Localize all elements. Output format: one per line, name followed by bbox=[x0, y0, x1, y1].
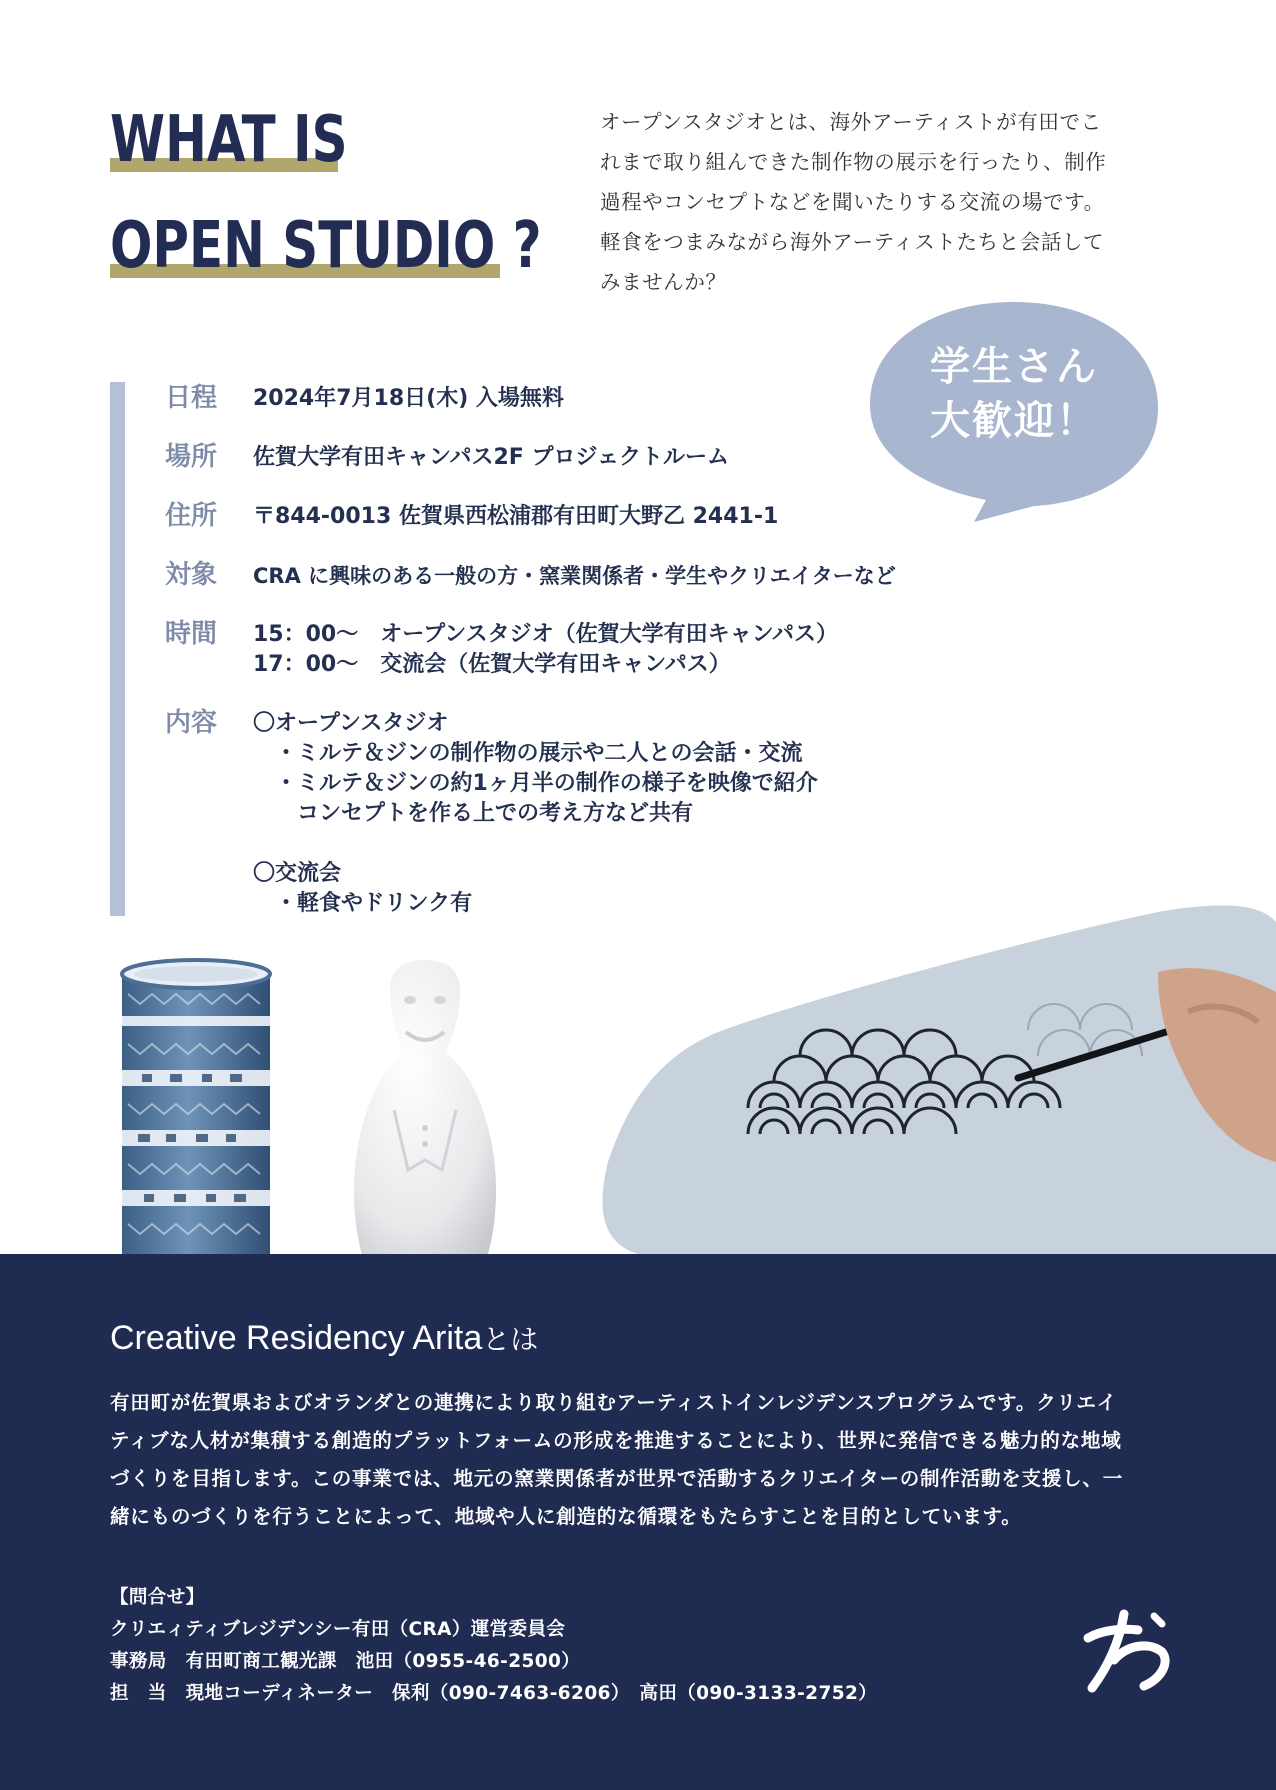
porcelain-cylinder-image bbox=[118, 958, 274, 1254]
white-figurine-image bbox=[350, 960, 500, 1254]
content-line: ・ミルテ＆ジンの制作物の展示や二人との会話・交流 bbox=[253, 741, 803, 766]
cra-title bbox=[110, 1318, 538, 1358]
intro-line: オープンスタジオとは、海外アーティストが有田でこ bbox=[600, 110, 1102, 134]
detail-label: 住所 bbox=[165, 501, 218, 531]
heading-line-2-block bbox=[110, 206, 542, 294]
intro-line: 軽食をつまみながら海外アーティストたちと会話して bbox=[600, 230, 1105, 254]
contact-line: 事務局 有田町商工観光課 池田（0955-46-2500） bbox=[110, 1651, 581, 1672]
cra-description-line: ティブな人材が集積する創造的プラットフォームの形成を推進することにより、世界に発信できる魅力的な地域 bbox=[110, 1429, 1122, 1452]
time-line: 17：00〜 交流会（佐賀大学有田キャンパス） bbox=[253, 652, 731, 677]
cra-description-line: づくりを目指します。この事業では、地元の窯業関係者が世界で活動するクリエイターの制作活動を支援し、一 bbox=[110, 1467, 1124, 1490]
detail-value bbox=[253, 620, 838, 680]
detail-value: 〒844-0013 佐賀県西松浦郡有田町大野乙 2441-1 bbox=[253, 504, 779, 529]
content-line: ・軽食やドリンク有 bbox=[253, 891, 473, 916]
details-side-bar bbox=[110, 382, 125, 916]
cra-description bbox=[110, 1384, 1170, 1536]
content-line: 〇オープンスタジオ bbox=[253, 711, 449, 736]
detail-label: 日程 bbox=[165, 383, 218, 413]
content-line: ・ミルテ＆ジンの約1ヶ月半の制作の様子を映像で紹介 bbox=[253, 771, 818, 796]
cra-description-line: 有田町が佐賀県およびオランダとの連携により取り組むアーティストインレジデンスプログラムです。クリエイ bbox=[110, 1391, 1118, 1414]
detail-label: 内容 bbox=[165, 708, 218, 738]
detail-label: 時間 bbox=[165, 619, 218, 649]
detail-value bbox=[253, 709, 818, 919]
heading-line-1: WHAT IS bbox=[110, 103, 348, 177]
detail-label: 場所 bbox=[165, 442, 218, 472]
contact-line: クリエィティブレジデンシー有田（CRA）運営委員会 bbox=[110, 1619, 566, 1640]
intro-text bbox=[600, 102, 1170, 302]
contact-line: 担 当 現地コーディネーター 保利（090-7463-6206） 高田（090-3133-2752） bbox=[110, 1683, 878, 1704]
intro-line: みませんか？ bbox=[600, 270, 727, 294]
content-line: 〇交流会 bbox=[253, 861, 342, 886]
content-line bbox=[253, 829, 818, 859]
cra-title-text: Creative Residency Arita bbox=[110, 1319, 483, 1357]
intro-line: 過程やコンセプトなどを聞いたりする交流の場です。 bbox=[600, 190, 1105, 214]
bubble-line-2: 大歓迎！ bbox=[930, 397, 1098, 444]
bubble-line-1: 学生さん bbox=[930, 343, 1098, 390]
contact-info bbox=[110, 1582, 877, 1710]
contact-line: 【問合せ】 bbox=[110, 1587, 205, 1608]
detail-value: 佐賀大学有田キャンパス2F プロジェクトルーム bbox=[253, 445, 730, 470]
cra-title-suffix: とは bbox=[482, 1323, 539, 1356]
heading-line-1-block bbox=[110, 100, 450, 188]
bubble-text bbox=[866, 340, 1162, 448]
time-line: 15：00〜 オープンスタジオ（佐賀大学有田キャンパス） bbox=[253, 622, 839, 647]
seigaiha-drawing-image bbox=[598, 902, 1276, 1254]
detail-value: 2024年7月18日(木) 入場無料 bbox=[253, 386, 564, 411]
heading-line-2: OPEN STUDIO ? bbox=[110, 209, 542, 283]
content-line: コンセプトを作る上での考え方など共有 bbox=[253, 801, 694, 826]
arita-logo-icon bbox=[1078, 1608, 1170, 1700]
intro-line: れまで取り組んできた制作物の展示を行ったり、制作 bbox=[600, 150, 1107, 174]
cra-description-line: 緒にものづくりを行うことによって、地域や人に創造的な循環をもたらすことを目的としています。 bbox=[110, 1505, 1022, 1528]
detail-value: CRA に興味のある一般の方・窯業関係者・学生やクリエイターなど bbox=[253, 564, 896, 588]
detail-label: 対象 bbox=[165, 560, 218, 590]
